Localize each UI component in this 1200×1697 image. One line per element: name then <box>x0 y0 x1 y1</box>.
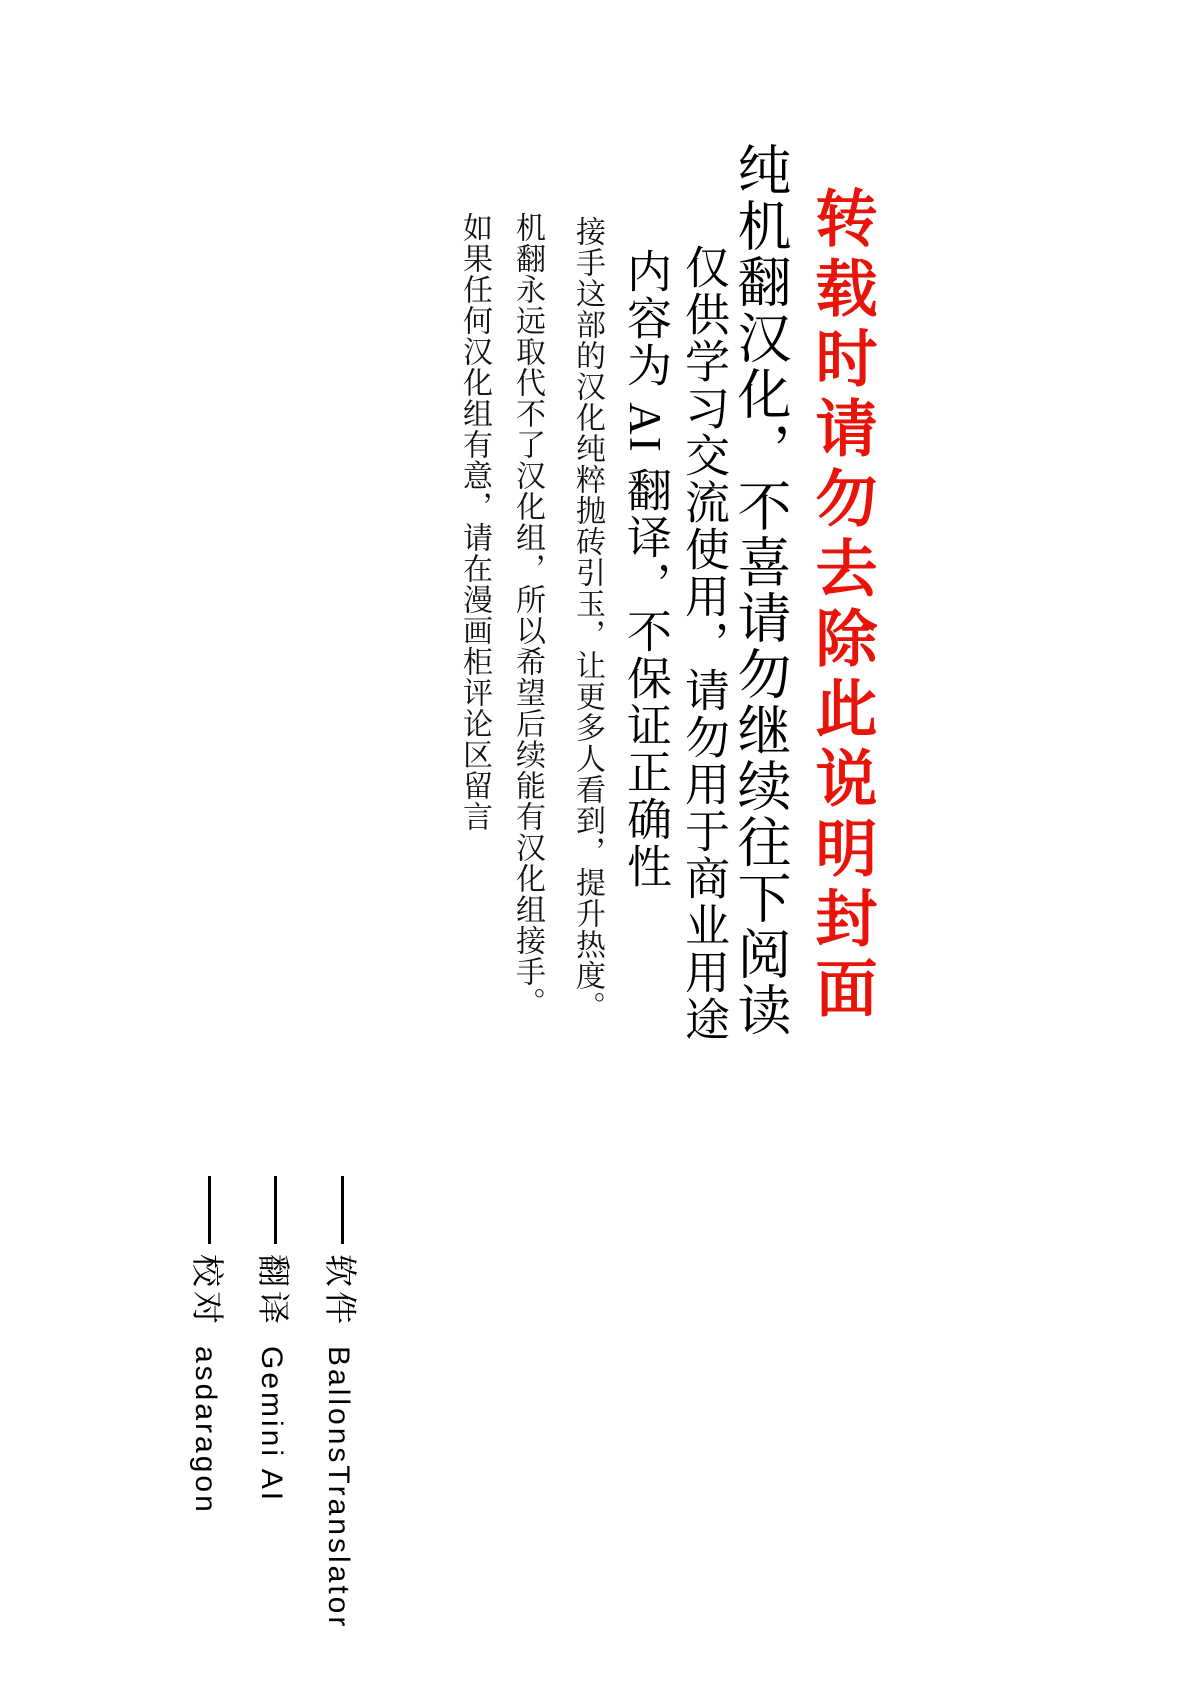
credit-name-label: Gemini AI <box>255 1346 288 1504</box>
credit-name-label: asdaragon <box>189 1346 222 1515</box>
credit-name-label: BallonsTranslator <box>322 1346 355 1630</box>
notice-line-machine-translation: 纯机翻汉化，不喜请勿继续往下阅读 <box>730 142 790 1038</box>
notice-line-non-commercial: 仅供学习交流使用，请勿用于商业用途 <box>678 244 728 1043</box>
notice-line-ai-accuracy: 内容为 AI 翻译，不保证正确性 <box>620 248 670 890</box>
credit-text-translation <box>252 1254 299 1503</box>
credit-text-software <box>319 1254 366 1629</box>
credit-item-proofread <box>186 1176 233 1515</box>
credit-role-label: 翻译 <box>255 1254 292 1328</box>
credit-role-label: 校对 <box>189 1254 226 1328</box>
credit-text-proofread <box>186 1254 233 1515</box>
credit-item-software <box>319 1176 366 1629</box>
notice-note-purpose: 接手这部的汉化纯粹抛砖引玉，让更多人看到，提升热度。 <box>571 216 604 1022</box>
credit-item-translation <box>252 1176 299 1503</box>
notice-note-scanlation-group: 机翻永远取代不了汉化组，所以希望后续能有汉化组接手。 <box>511 212 544 1018</box>
notice-headline: 转载时请勿去除此说明封面 <box>806 186 875 1026</box>
dash-line <box>341 1176 344 1244</box>
credit-role-label: 软件 <box>322 1254 359 1328</box>
dash-line <box>208 1176 211 1244</box>
notice-note-contact: 如果任何汉化组有意，请在漫画柜评论区留言 <box>458 212 491 832</box>
dash-line <box>274 1176 277 1244</box>
